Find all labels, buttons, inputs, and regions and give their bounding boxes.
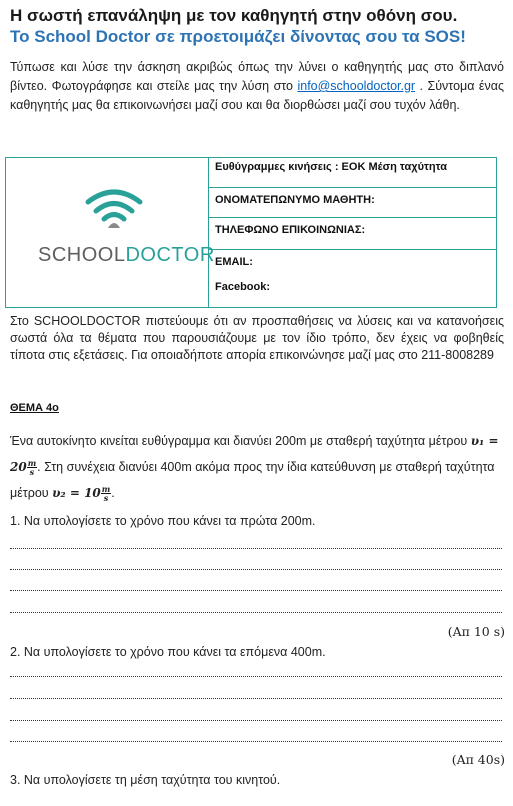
problem-text-end: .	[111, 486, 115, 500]
answer-hint-1: (Απ 10 s)	[447, 624, 505, 639]
answer-line[interactable]	[10, 612, 502, 613]
contact-fields	[209, 250, 497, 307]
email-field[interactable]: EMAIL:	[215, 256, 253, 268]
logo-text-doctor: DOCTOR	[125, 244, 215, 266]
theme-heading: ΘΕΜΑ 4ο	[10, 402, 59, 414]
v2-unit-fraction	[101, 485, 111, 502]
page-subtitle: Το School Doctor σε προετοιμάζει δίνοντας σου τα SOS!	[10, 27, 466, 46]
logo-cell	[6, 158, 215, 307]
student-name-field[interactable]: ΟΝΟΜΑΤΕΠΩΝΥΜΟ ΜΑΘΗΤΗ:	[209, 188, 497, 218]
v2-formula: υ₂ = 10	[52, 486, 101, 500]
problem-text-1: Ένα αυτοκίνητο κινείται ευθύγραμμα και διανύει 200m με σταθερή ταχύτητα μέτρου	[10, 434, 471, 448]
student-info-card	[5, 157, 497, 308]
intro-paragraph	[10, 58, 504, 115]
email-link[interactable]: info@schooldoctor.gr	[297, 79, 416, 93]
v1-formula: υ₁ = 20	[10, 434, 499, 474]
wifi-signal-icon	[84, 188, 144, 232]
unit-denominator: s	[29, 467, 35, 478]
page-title: Η σωστή επανάληψη με τον καθηγητή στην οθόνη σου.	[10, 6, 458, 25]
unit-denominator: s	[103, 493, 109, 504]
intro-text-end: . Σύντομα ένας καθηγητής μας θα επικοινωνήσει μαζί σου και θα διορθώσει μαζί σου τυχόν λάθη.	[10, 79, 504, 112]
question-1: 1. Να υπολογίσετε το χρόνο που κάνει τα πρώτα 200m.	[10, 514, 316, 528]
problem-statement	[10, 428, 506, 506]
question-2: 2. Να υπολογίσετε το χρόνο που κάνει τα επόμενα 400m.	[10, 645, 326, 659]
phone-field[interactable]: ΤΗΛΕΦΩΝΟ ΕΠΙΚΟΙΝΩΝΙΑΣ:	[209, 218, 497, 250]
answer-line[interactable]	[10, 676, 502, 677]
problem-text-2: . Στη συνέχεια διανύει 400m ακόμα προς την ίδια κατεύθυνση με σταθερή ταχύτητα μέτρου	[10, 460, 495, 500]
answer-line[interactable]	[10, 590, 502, 591]
schooldoctor-logo	[38, 244, 215, 267]
unit-numerator: m	[101, 484, 111, 495]
answer-line[interactable]	[10, 720, 502, 721]
intro-text-start: Τύπωσε και λύσε την άσκηση ακριβώς όπως την λύνει ο καθηγητής μας στο διπλανό βίντεο. Φωτογράφησε και στείλε μας την λύση στο	[10, 60, 504, 93]
answer-line[interactable]	[10, 741, 502, 742]
promo-paragraph: Στο SCHOOLDOCTOR πιστεύουμε ότι αν προσπαθήσεις να λύσεις και να κατανοήσεις σωστά όλα τα θέματα που παρουσιάζουμε με τον ίδιο τρόπο, δεν έχεις να φοβηθείς τίποτα στις εξετάσεις. Για οποιαδήποτε απορία επικοινώνησε μαζί μας στο 211-8008289	[10, 314, 504, 362]
question-3: 3. Να υπολογίσετε τη μέση ταχύτητα του κινητού.	[10, 773, 281, 787]
answer-line[interactable]	[10, 569, 502, 570]
unit-numerator: m	[27, 458, 37, 469]
answer-hint-2: (Απ 40s)	[451, 752, 505, 767]
answer-line[interactable]	[10, 548, 502, 549]
subject-field: Ευθύγραμμες κινήσεις : ΕΟΚ Μέση ταχύτητα	[209, 158, 497, 188]
answer-line[interactable]	[10, 698, 502, 699]
facebook-field[interactable]: Facebook:	[215, 281, 271, 293]
logo-text-school: SCHOOL	[38, 244, 126, 266]
v1-unit-fraction	[27, 459, 37, 476]
